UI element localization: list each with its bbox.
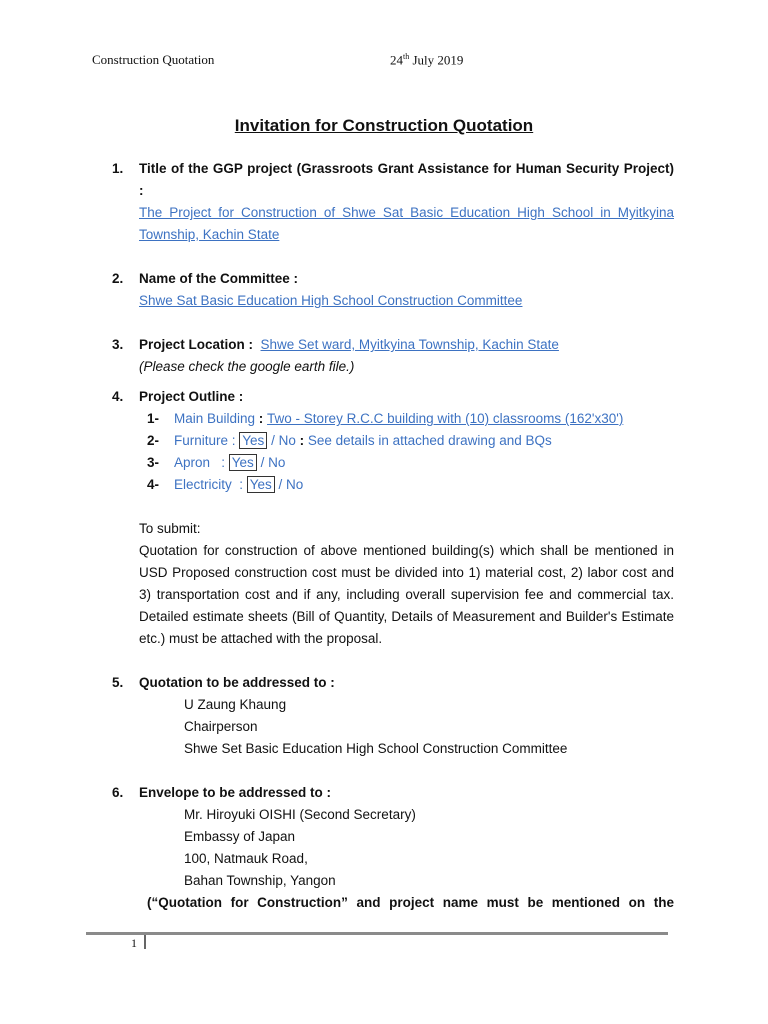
section-location <box>112 334 674 378</box>
main-building-link[interactable]: Two - Storey R.C.C building with (10) classrooms (162'x30') <box>267 411 624 426</box>
address-line: Mr. Hiroyuki OISHI (Second Secretary) <box>184 807 416 822</box>
submit-text: Quotation for construction of above mentioned building(s) which shall be mentioned in USD Proposed construction cost must be divided into 1) material cost, 2) labor cost and 3) transportation cost and if any, including overall supervision fee and commercial tax. Detailed estimate sheets (Bill of Quantity, Details of Measurement and Builder's Estimate etc.) must be attached with the proposal. <box>139 543 674 646</box>
outline-item-furniture <box>112 430 674 452</box>
footer-rule <box>86 932 668 935</box>
item-number: 4- <box>147 477 160 492</box>
section-project-outline <box>112 386 674 408</box>
section-label: Title of the GGP project (Grassroots Grant Assistance for Human Security Project) : <box>139 161 674 198</box>
item-note: See details in attached drawing and BQs <box>307 433 552 448</box>
date-month-year: July 2019 <box>409 52 464 68</box>
date-day: 24 <box>390 52 403 68</box>
committee-name-link[interactable]: Shwe Sat Basic Education High School Construction Committee <box>139 293 523 308</box>
envelope-note: (“Quotation for Construction” and project name must be mentioned on the <box>147 895 674 910</box>
section-label: Project Outline : <box>139 389 244 404</box>
no-option: / No <box>274 477 304 492</box>
section-number: 6. <box>112 785 124 800</box>
item-label: Electricity : <box>174 477 247 492</box>
item-number: 1- <box>147 411 160 426</box>
outline-item-electricity <box>112 474 674 496</box>
section-number: 1. <box>112 161 124 176</box>
address-line: 100, Natmauk Road, <box>184 851 308 866</box>
header-date <box>390 52 463 68</box>
yes-boxed: Yes <box>229 454 257 471</box>
section-label: Quotation to be addressed to : <box>139 675 335 690</box>
project-title-link[interactable]: The Project for Construction of Shwe Sat Basic Education High School in Myitkyina Township, Kachin State <box>139 205 674 242</box>
document-body <box>112 158 674 914</box>
section-number: 3. <box>112 337 124 352</box>
section-number: 2. <box>112 271 124 286</box>
section-committee <box>112 268 674 312</box>
outline-item-apron <box>112 452 674 474</box>
no-option: / No <box>256 455 286 470</box>
section-label: Project Location : <box>139 337 254 352</box>
header-doc-type: Construction Quotation <box>92 52 215 67</box>
location-link[interactable]: Shwe Set ward, Myitkyina Township, Kachin State <box>260 337 559 352</box>
item-colon: : <box>295 433 308 448</box>
address-line: Chairperson <box>184 719 258 734</box>
page-number: 1 <box>131 936 137 950</box>
item-colon: : <box>255 411 268 426</box>
date-suffix: th <box>403 52 410 61</box>
item-label: Furniture : <box>174 433 240 448</box>
section-label: Name of the Committee : <box>139 271 299 286</box>
item-number: 2- <box>147 433 160 448</box>
section-number: 5. <box>112 675 124 690</box>
submit-label: To submit: <box>139 521 201 536</box>
section-quotation-address <box>112 672 674 760</box>
yes-boxed: Yes <box>239 432 267 449</box>
item-label: Main Building <box>174 411 256 426</box>
address-line: Embassy of Japan <box>184 829 296 844</box>
yes-boxed: Yes <box>247 476 275 493</box>
outline-item-main-building <box>112 408 674 430</box>
page-number-bar <box>144 935 146 949</box>
location-note: (Please check the google earth file.) <box>139 359 355 374</box>
address-line: U Zaung Khaung <box>184 697 287 712</box>
section-project-title <box>112 158 674 246</box>
section-label: Envelope to be addressed to : <box>139 785 332 800</box>
item-label: Apron : <box>174 455 229 470</box>
no-option: / No <box>267 433 296 448</box>
address-line: Bahan Township, Yangon <box>184 873 336 888</box>
section-number: 4. <box>112 389 124 404</box>
item-number: 3- <box>147 455 160 470</box>
submit-block <box>112 518 674 650</box>
location-line <box>139 334 674 356</box>
section-envelope-address <box>112 782 674 914</box>
document-title: Invitation for Construction Quotation <box>234 116 534 135</box>
address-line: Shwe Set Basic Education High School Construction Committee <box>184 741 568 756</box>
